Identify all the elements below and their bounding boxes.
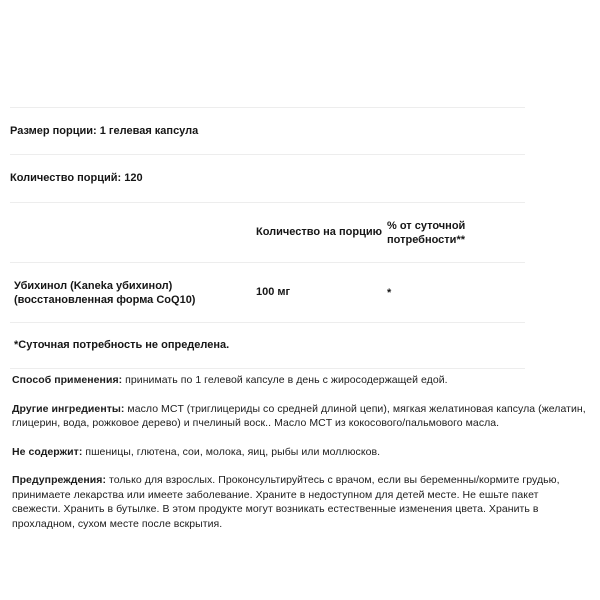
column-header-daily-value-line1: % от суточной	[387, 219, 466, 232]
serving-size-row	[10, 108, 525, 154]
servings-per-container-label: Количество порций: 120	[10, 172, 143, 184]
servings-per-container-row	[10, 155, 525, 202]
other-ingredients-paragraph: Другие ингредиенты: масло MCT (триглицериды со средней длиной цепи), мягкая желатиновая капсула (желатин, глицерин, вода, рожковое дерево) и пчелиный воск.. Масло MCT из кокосового/пальмового масла.	[12, 402, 586, 429]
table-column-header-row	[10, 203, 525, 262]
column-header-amount-per-serving: Количество на порцию	[256, 226, 382, 238]
nutrient-name-line2: (восстановленная форма CoQ10)	[14, 293, 196, 306]
column-header-daily-value-line2: потребности**	[387, 233, 466, 246]
free-from-paragraph: Не содержит: пшеницы, глютена, сои, молока, яиц, рыбы или моллюсков.	[12, 445, 381, 458]
directions-paragraph: Способ применения: принимать по 1 гелевой капсуле в день с жиросодержащей едой.	[12, 374, 448, 386]
daily-value-footnote: *Суточная потребность не определена.	[14, 339, 230, 351]
nutrient-name-line1: Убихинол (Kaneka убихинол)	[14, 279, 173, 292]
table-row	[10, 263, 525, 322]
supplement-facts-table	[10, 107, 525, 369]
product-information	[12, 373, 590, 531]
column-header-daily-value	[387, 219, 525, 247]
nutrient-daily-value: *	[387, 286, 392, 299]
serving-size-label: Размер порции: 1 гелевая капсула	[10, 124, 199, 137]
footnote-row	[10, 323, 525, 368]
warnings-paragraph: Предупреждения: только для взрослых. Проконсультируйтесь с врачом, если вы беременны/кормите грудью, принимаете лекарства или имеете заболевание. Храните в недоступном для детей месте. Не ешьте пакет свежести. Хранить в бутылке. В этом продукте могут возникать естественные изменения цвета. Хранить в прохладном, сухом месте после вскрытия.	[12, 474, 560, 530]
nutrient-amount: 100 мг	[256, 286, 291, 298]
divider-bottom	[10, 368, 525, 369]
nutrient-name	[10, 279, 256, 307]
